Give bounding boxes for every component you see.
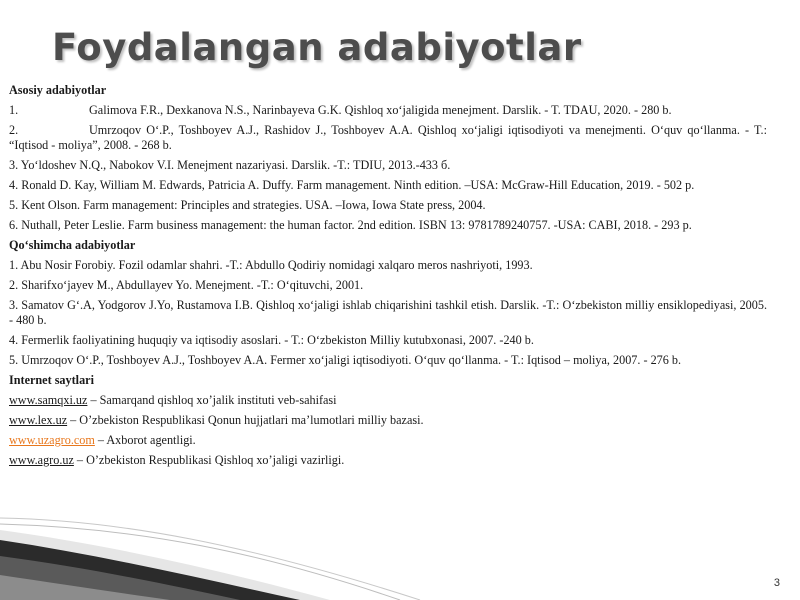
page-number: 3 — [773, 577, 780, 589]
website-description: – O’zbekiston Respublikasi Qishloq xo’jaligi vazirligi. — [73, 453, 345, 467]
list-item: 2. Sharifxo‘jayev M., Abdullayev Yo. Menejment. -T.: O‘qituvchi, 2001. — [9, 278, 364, 292]
website-link[interactable]: www.lex.uz — [9, 413, 68, 427]
website-description: – O’zbekiston Respublikasi Qonun hujjatlari ma’lumotlari milliy bazasi. — [67, 413, 424, 427]
list-item — [9, 453, 767, 468]
list-item: 4. Fermerlik faoliyatining huquqiy va iqtisodiy asoslari. - T.: O‘zbekiston Milliy kutubxonasi, 2007. -240 b. — [9, 333, 534, 347]
bibliography — [9, 83, 767, 468]
list-item: 3. Samatov G‘.A, Yodgorov J.Yo, Rustamova I.B. Qishloq xo‘jaligi ishlab chiqarishini tashkil etish. Darslik. -T.: O‘zbekiston milliy ensiklopediyasi, 2005. - 480 b. — [9, 298, 767, 327]
item-number: 2. — [9, 123, 19, 137]
list-item — [9, 123, 767, 153]
item-number: 1. — [9, 103, 19, 117]
website-link[interactable]: www.agro.uz — [9, 453, 74, 467]
list-item: 5. Kent Olson. Farm management: Principles and strategies. USA. –Iowa, Iowa State press, 2004. — [9, 198, 486, 212]
section-heading-web: Internet saytlari — [9, 373, 94, 387]
page-title: Foydalangan adabiyotlar — [52, 26, 582, 69]
website-description: – Samarqand qishloq xo’jalik instituti veb-sahifasi — [87, 393, 337, 407]
list-item: 3. Yo‘ldoshev N.Q., Nabokov V.I. Menejment nazariyasi. Darslik. -T.: TDIU, 2013.-433 б. — [9, 158, 451, 172]
list-item — [9, 103, 767, 118]
section-heading-extra: Qo‘shimcha adabiyotlar — [9, 238, 136, 252]
list-item — [9, 433, 767, 448]
list-item — [9, 393, 767, 408]
list-item: 1. Abu Nosir Forobiy. Fozil odamlar shahri. -T.: Abdullo Qodiriy nomidagi xalqaro meros nashriyoti, 1993. — [9, 258, 533, 272]
website-link[interactable]: www.samqxi.uz — [9, 393, 88, 407]
list-item — [9, 413, 767, 428]
website-link[interactable]: www.uzagro.com — [9, 433, 95, 447]
item-text: Galimova F.R., Dexkanova N.S., Narinbayeva G.K. Qishloq xo‘jaligida menejment. Darslik. - T. TDAU, 2020. - 280 b. — [89, 103, 672, 117]
list-item: 6. Nuthall, Peter Leslie. Farm business management: the human factor. 2nd edition. ISBN 13: 9781789240757. -USA: CABI, 2018. - 293 p. — [9, 218, 692, 232]
list-item: 4. Ronald D. Kay, William M. Edwards, Patricia A. Duffy. Farm management. Ninth edition. –USA: McGraw-Hill Education, 2019. - 502 p. — [9, 178, 695, 192]
website-description: – Axborot agentligi. — [94, 433, 196, 447]
section-heading-main: Asosiy adabiyotlar — [9, 83, 107, 97]
item-text: Umrzoqov O‘.P., Toshboyev A.J., Rashidov J., Toshboyev A.A. Qishloq xo‘jaligi iqtisodiyoti va menejmenti. O‘quv qo‘llanma. - T.: “Iqtisod - moliya”, 2008. - 268 b. — [9, 123, 767, 152]
list-item: 5. Umrzoqov O‘.P., Toshboyev A.J., Toshboyev A.A. Fermer xo‘jaligi iqtisodiyoti. O‘quv qo‘llanma. - T.: Iqtisod – moliya, 2007. - 276 b. — [9, 353, 682, 367]
